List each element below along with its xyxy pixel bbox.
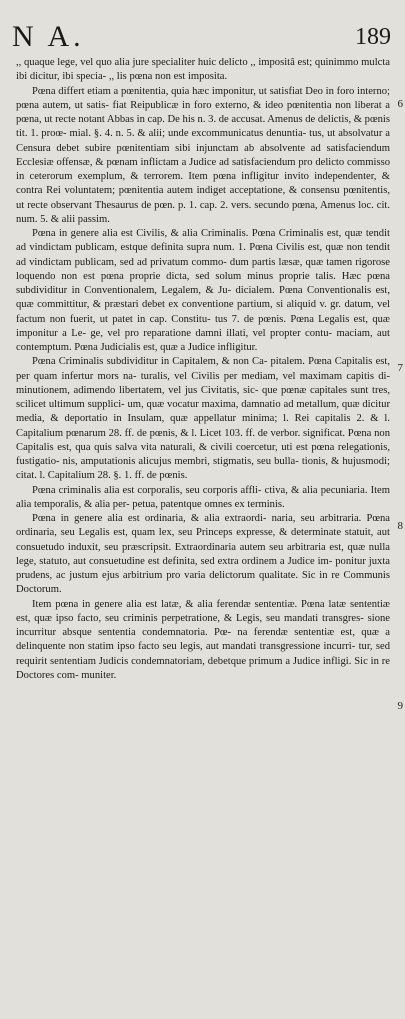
- paragraph: Item pœna in genere alia est latæ, & alia ferendæ sententiæ. Pœna latæ sententiæ est, quæ ipso facto, seu criminis perpetratione, & Legis, seu mandati transgres- sione incurritur absque sententia condemnatoria. Pœ- na ferendæ sententiæ est, quæ a delinquente non statim ipso facto seu legis, aut mandati transgressione incurri- tur, sed requirit sententiam Judicis condemnatoriam, debetque primum a Judice infligi. Sic in re Doctores com- muniter.: [16, 598, 390, 681]
- margin-number: 8: [397, 520, 403, 532]
- paragraph: ,, quaque lege, vel quo alia jure specialiter huic delicto ,, impositâ est; quinimmo mulcta ibi dicitur, ibi specia- ,, lis pœna non est imposita.: [16, 57, 390, 83]
- paragraph: Pœna Criminalis subdividitur in Capitalem, & non Ca- pitalem. Pœna Capitalis est, per quam infertur mors na- turalis, vel Civilis per mediam, vel maximam capitis di- minutionem, adimendo libertatem, vel jus Civitatis, sic- que pœnæ capitales sunt tres, scilicet ultimum supplici- um, quæ vocatur maxima, damnatio ad metallum, quæ dicitur media, & deportatio in Insulam, quæ appellatur minima; l. Rei capitalis 2. & l. Capitalium pœnarum 28. ff. de pœnis, & l. Licet 103. ff. de verbor. significat. Pœna non Capitalis est, qua quis salva vita naturali, & civili coercetur, uti est pœna relegationis, fustigatio- nis, amputationis alicujus membri, stigmatis, seu bulla- tionis, & hujusmodi; citat. l. Capitalium 28. §. 1. ff. de pœnis.: [16, 356, 390, 482]
- margin-number: 9: [397, 700, 403, 712]
- header-letters: N A.: [12, 20, 85, 53]
- paragraph: Pœna differt etiam a pœnitentia, quia hæc imponitur, ut satisfiat Deo in foro interno; pœna autem, ut satis- fiat Reipublicæ in foro externo, & ideo pœnitentia non liberat a pœna, ut recte notant Abbas in cap. De his n. 3. de accusat. Amenus de delictis, & pœnis tit. 1. proœ- mial. §. 4. n. 5. & alii; unde excommunicatus denuntia- tus, ut absolvatur a Censura debet subire pœnitentiam sibi injunctam ab absolvente ad satisfaciendum Ecclesiæ offensæ, & pœnam inflictam a Judice ad satisfaciendum pro delicto commisso in ceterorum exemplum, & terrorem. Item pœna infligitur invito independenter, & contra Rei voluntatem; pœnitentia autem indiget acceptatione, & consensu pœnitentis, ut recte observant Thesaurus de pœn. p. 1. cap. 2. vers. secundo pœna, Amenus loc. cit. num. 5. & alii passim.: [16, 85, 390, 225]
- paragraph: Pœna criminalis alia est corporalis, seu corporis affli- ctiva, & alia pecuniaria. Item alia temporalis, & alia per- petua, patentque omnes ex terminis.: [16, 484, 390, 510]
- paragraph: Pœna in genere alia est ordinaria, & alia extraordi- naria, seu arbitraria. Pœna ordinaria, seu Legalis est, quam lex, seu Princeps expresse, & determinate statuit, aut consuetudo induxit, seu præscripsit. Extraordinaria autem seu arbitraria est, quæ nulla lege, statuto, aut consuetudine est definita, sed extra ordinem a Judice im- ponitur juxta prudens, ac justum ejus arbitrium pro varia delictorum qualitate. Sic in re Communis Doctorum.: [16, 513, 390, 596]
- text-body: [16, 56, 390, 683]
- running-header: [12, 20, 391, 54]
- margin-number: 7: [397, 362, 403, 374]
- paragraph: Pœna in genere alia est Civilis, & alia Criminalis. Pœna Criminalis est, quæ tendit ad vindictam publicam, estque definita supra num. 1. Pœna Civilis est, quæ non tendit ad vindictam publicam, sed ad privatum commo- dum partis læsæ, quæ tamen rigorose loquendo non est pœna proprie dicta, sed solum minus proprie talis. Hæc pœna subdividitur in Conventionalem, Legalem, & Ju- dicialem. Pœna Conventionalis est, quæ committitur, & præstari debet ex conventione partium, si aliquid v. gr. datum, vel factum non fuerit, ut patet in cap. Constitu- tus 7. de pœnis. Pœna Legalis est, quæ imponitur a Le- ge, vel pro reparatione damni illati, vel propter contu- maciam, aut contemptum. Pœna Judicialis est, quæ a Judice infligitur.: [16, 228, 390, 353]
- margin-number: 6: [397, 98, 403, 110]
- page-number: 189: [355, 24, 391, 50]
